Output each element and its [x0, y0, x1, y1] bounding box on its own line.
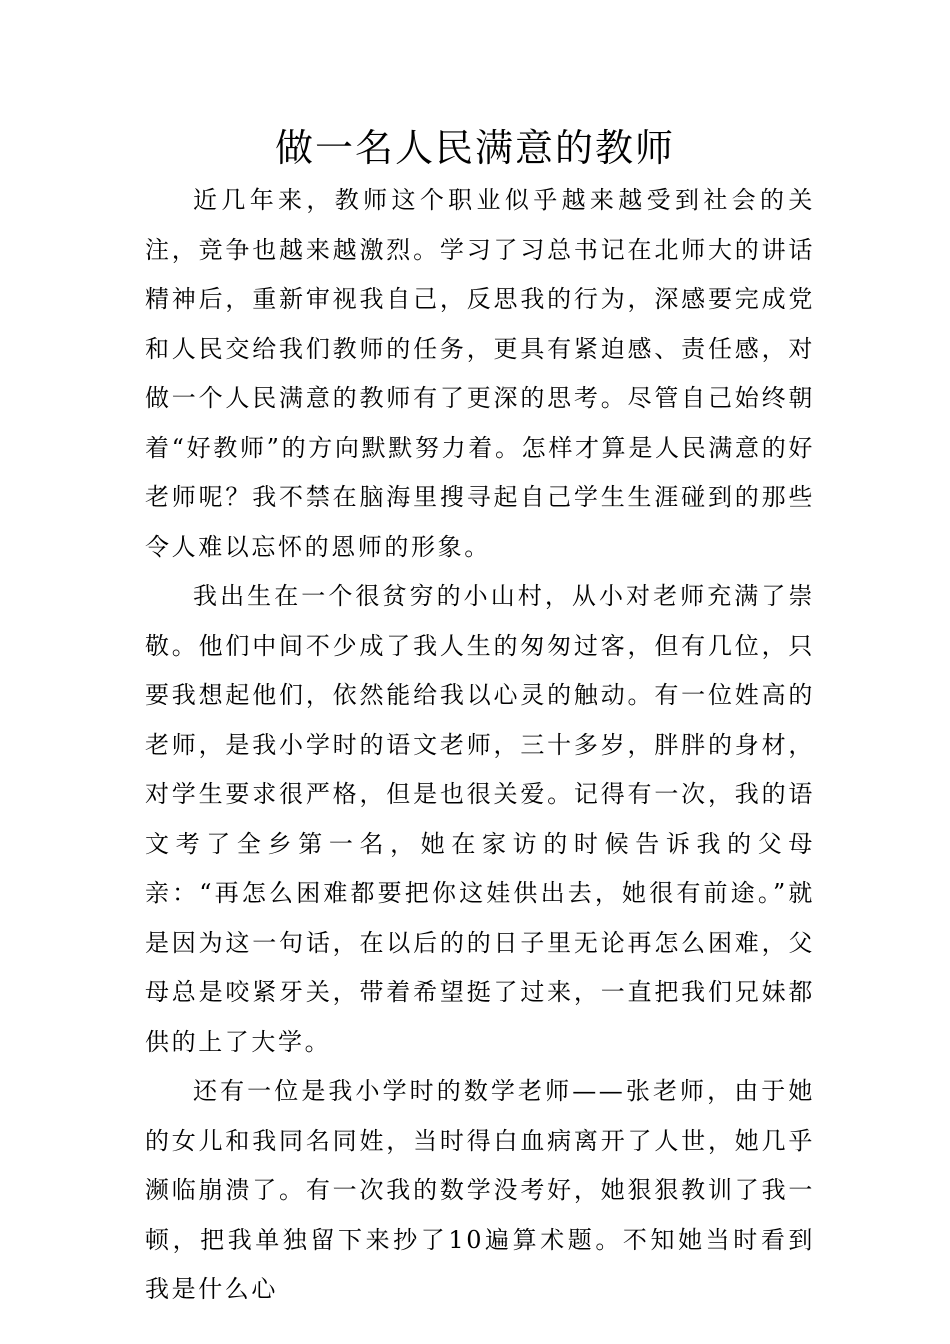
paragraph-1: 近几年来，教师这个职业似乎越来越受到社会的关注，竞争也越来越激烈。学习了习总书记在北师大的讲话精神后，重新审视我自己，反思我的行为，深感要完成党和人民交给我们教师的任务，更具有紧迫感、责任感，对做一个人民满意的教师有了更深的思考。尽管自己始终朝着“好教师”的方向默默努力着。怎样才算是人民满意的好老师呢？我不禁在脑海里搜寻起自己学生生涯碰到的那些令人难以忘怀的恩师的形象。 [145, 186, 815, 561]
document-body [145, 176, 815, 1315]
paragraph-2: 我出生在一个很贫穷的小山村，从小对老师充满了崇敬。他们中间不少成了我人生的匆匆过客，但有几位，只要我想起他们，依然能给我以心灵的触动。有一位姓高的老师，是我小学时的语文老师，三十多岁，胖胖的身材，对学生要求很严格，但是也很关爱。记得有一次，我的语文考了全乡第一名，她在家访的时候告诉我的父母亲：“再怎么困难都要把你这娃供出去，她很有前途。”就是因为这一句话，在以后的的日子里无论再怎么困难，父母总是咬紧牙关，带着希望挺了过来，一直把我们兄妹都供的上了大学。 [145, 582, 815, 1056]
document-title: 做一名人民满意的教师 [274, 126, 675, 170]
paragraph-3: 还有一位是我小学时的数学老师——张老师，由于她的女儿和我同名同姓，当时得白血病离开了人世，她几乎濒临崩溃了。有一次我的数学没考好，她狠狠教训了我一顿，把我单独留下来抄了10遍算术题。不知她当时看到我是什么心 [145, 1077, 815, 1303]
